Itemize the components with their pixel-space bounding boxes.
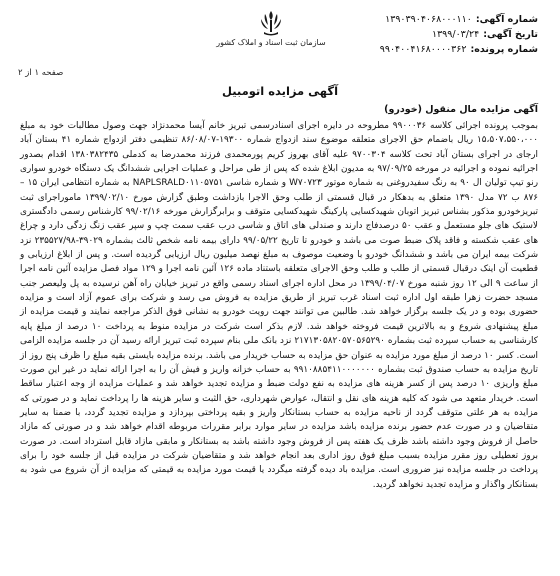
organization-name: سازمان ثبت اسناد و املاک کشور [216, 38, 326, 47]
case-number-label: شماره پرونده: [470, 44, 538, 55]
page-number: صفحه ۱ از ۲ [18, 68, 64, 78]
ad-meta [348, 12, 538, 57]
ad-number-row [348, 12, 538, 27]
case-number-row [348, 42, 538, 57]
document-subtitle: آگهی مزایده مال منقول (خودرو) [384, 104, 538, 115]
emblem-icon [256, 8, 286, 38]
ad-number-label: شماره آگهی: [475, 14, 538, 25]
ad-number-value: ۱۳۹۰۳۹۰۴۰۶۸۰۰۰۱۱۰ [385, 14, 472, 25]
ad-date-row [348, 27, 538, 42]
ad-date-value: ۱۳۹۹/۰۳/۲۴ [431, 29, 480, 40]
emblem [216, 8, 326, 64]
ad-date-label: تاریخ آگهی: [483, 29, 538, 40]
case-number-value: ۹۹۰۴۰۰۴۱۶۸۰۰۰۰۳۶۲ [379, 44, 467, 55]
document-body: بموجب پرونده اجرائی کلاسه ۹۹۰۰۰۳۶ مطروحه در دایره اجرای اسنادرسمی تبریز خانم آیسا محمدنژاد جهت وصول مطالبات خود به مبلغ ۱۵،۵۰۷،۵۵۰،۰۰۰ ریال باضمام حق الاجرای متعلقه موضوع سند ازدواج شماره ۱۹۳۰۰-۸۶/۰۸/۰۷ تنظیمی دفتر ازدواج شماره ۴۱ بستان آباد ارجای در اجرای بستان آباد تحت کلاسه ۹۷۰۰۳۰۴ علیه آقای بهروز کریم پورمحمدی فرزند محمدرضا به کدملی ۱۳۸۰۳۸۲۴۳۵ اقدام بصدور اجرائیه نموده و اجرائیه در مورخه ۹۷/۰۹/۲۵ به مدیون ابلاغ شده که پس از طی مراحل و عملیات اجرایی ششدانگ یک دستگاه خودرو سواری رنو تیپ تولیان ال ۹۰ به رنگ سفیدروغنی به شماره موتور W۷۰۷۲۳ و شماره شاسی NAPLSRALD۰۱۱۰۵۷۵۱ به شماره انتظامی ایران ۱۵ – ۸۷۶ ب ۷۲ مدل ۱۳۹۰ متعلق به بدهکار در قبال قسمتی از طلب وحق الاجرا بازداشت وطبق گزارش مورخ ۱۳۹۹/۰۲/۱۰ مامورا‌جرای ثبت تبریزخودرو مذکور بشناس تبریز اتوبان شهیدکسایی پارکینگ شهیدکسایی متوقف و برابرگزارش مورخه ۹۹/۰۲/۱۶ کارشناس رسمی دادگستری لاستیک های جلو مستعمل و عقب ۵۰ درصدفاج دارند و صندلی های اتاق و شاسی درب عقب سمت چپ و سپر عقب زنگ زدگی دارد و چراغ های عقب شکسته و فاقد پلاک ضبط صوت می باشد و خودرو تا تاریخ ۹۹/۰۵/۲۲ دارای بیمه نامه شخص ثالث بشماره ۳۹۰۲۹-۲۳۵۵۲۷/۹۸ نزد شرکت بیمه ایران می باشد و ششدانگ خودرو با وضعیت موصوف به مبلغ نهصد میلیون ریال ارزیابی گردیده است. و پس از ابلاغ ارزیابی و قطعیت آن اینک درقبال قسمتی از طلب و طلب وحق الاجرای متعلقه باستناد ماده ۱۲۶ آئین نامه اجرا و ۱۲۹ مواد فصل مزایده آئین نامه اجرا از ساعت ۹ الی ۱۲ روز شنبه مورخ ۱۳۹۹/۰۴/۰۷ در محل اداره اجرای اسناد رسمی واقع در تبریز خیابان راه آهن نرسیده به پل ولیعصر جنب مسجد حضرت زهرا طبقه اول اداره ثبت اسناد غرب تبریز از طریق مزایده به فروش می رسد و شرکت برای عموم آزاد است و مزایده حضوری بوده و در یک جلسه برگزار خواهد شد. طالبین می توانند جهت رویت خودرو به نشانی فوق الذکر مراجعه نمایند و قیمت مزایده از مبلغ پیشنهادی شروع و به بالاترین قیمت فروخته خواهد شد. لازم بذکر است شرکت در مزایده منوط به پرداخت ۱۰ درصد از مبلغ پایه کارشناسی به حساب سپرده ثبت بشماره ۲۱۷۱۳۰۵۸۲۰۵۷۰۵۶۵۲۹۰ نزد بانک ملی بنام سپرده ثبت تبریز ارائه رسید آن در جلسه مزایده الزامی است. کسر ۱۰ درصد از مبلغ مورد مزایده به عنوان حق مزایده به حساب خریدار می باشد. برنده مزایده بایستی بقیه مبلغ را ظرف پنج روز از تاریخ مزایده به حساب صندوق ثبت بشماره ۹۹۱۰۸۸۵۴۱۱۰۰۰۰۰۰۰ به حساب خزانه واریز و فیش آن را به اجرا ارائه نماید در غیر این صورت مبلغ واریزی ۱۰ درصد پس از کسر هزینه های مزایده به نفع دولت ضبط و مزایده تجدید خواهد شد و عملیات مزایده از وجه اعتبار ساقط است. خریدار متعهد می شود که کلیه هزینه های نقل و انتقال، عوارض شهرداری، حق الثبت و سایر هزینه ها را پرداخت نماید و در صورتی که مزایده به هر علتی متوقف گردد از ناحیه مزایده به حساب بستانکار واریز و بقیه پرداختی بپردازد و مزایده تجدید گردد، با ضمنا به سایر متقاضیان و در صورت عدم حضور برنده مزایده باشد مزایده در سایر موارد برابر مقررات مربوطه اقدام خواهد شد و در صورتی که مازاد حاصل از فروش وجود داشته باشد ظرف یک هفته پس از فروش وجود داشته باشد به بستانکار و مابقی مازاد قابل استرداد است. در صورت بروز تعطیلی روز مقرر مزایده بسبب مبلغ فوق روز اداری بعد انجام خواهد شد و متقاضیان شرکت در مزایده قبل از جلسه خود را برای پرداخت در جلسه مزایده نیز ضروری است. مزایده باد دیده گرفته میگردد یا قیمت مورد مزایده به قیمتی که مزایده از آن شروع می شود به بستانکار واگذار و مزایده تجدید نخواهد گردید. [20, 121, 539, 490]
document-title: آگهی مزایده اتومبیل [221, 84, 339, 98]
